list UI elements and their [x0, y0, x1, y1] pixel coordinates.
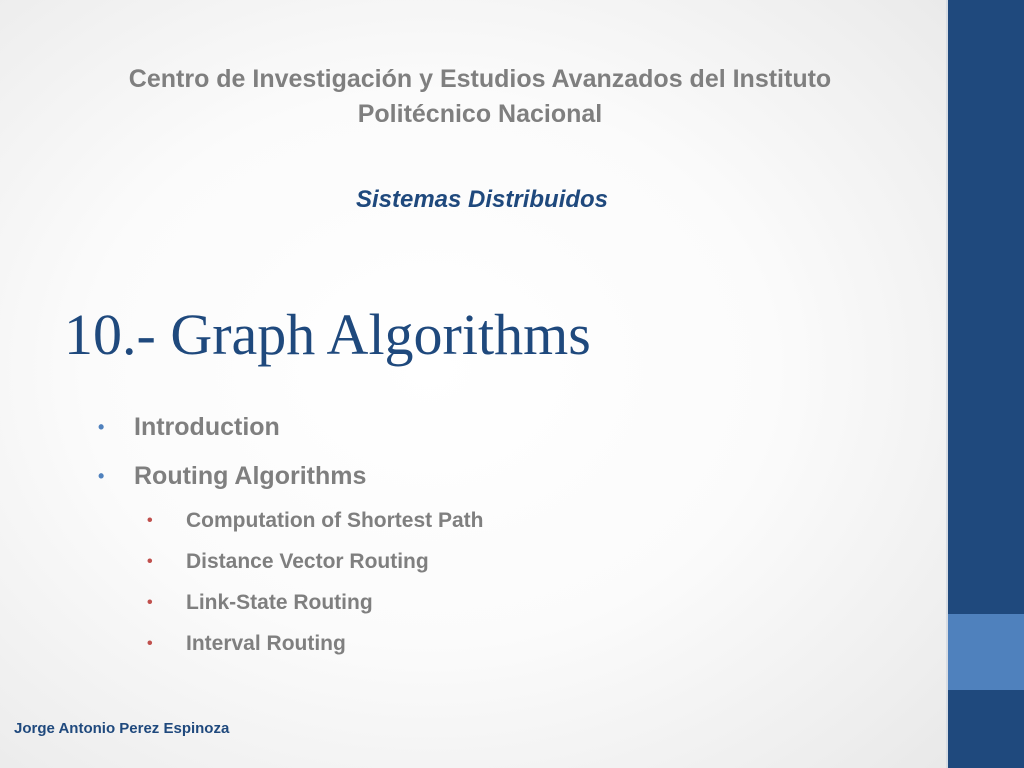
sub-bullet-icon: • — [147, 594, 153, 611]
bullet-icon: • — [98, 466, 105, 486]
subtopic-item-distance-vector — [147, 541, 907, 582]
topic-label: Routing Algorithms — [134, 462, 367, 490]
course-name: Sistemas Distribuidos — [355, 186, 609, 213]
subtopic-list — [147, 500, 907, 664]
institution-line-1: Centro de Investigación y Estudios Avanzados del Instituto — [128, 65, 832, 93]
subtopic-item-interval-routing — [147, 623, 907, 664]
topic-item-routing-algorithms — [96, 455, 916, 504]
topic-label: Introduction — [134, 413, 280, 441]
bullet-icon: • — [98, 417, 105, 437]
side-bar-accent — [948, 614, 1024, 690]
subtopic-item-shortest-path — [147, 500, 907, 541]
author-footer: Jorge Antonio Perez Espinoza — [14, 720, 230, 737]
topic-list — [96, 406, 916, 504]
sub-bullet-icon: • — [147, 553, 153, 570]
subtopic-label: Computation of Shortest Path — [186, 509, 484, 532]
subtopic-label: Distance Vector Routing — [186, 550, 429, 573]
slide-title: 10.- Graph Algorithms — [64, 302, 591, 367]
sub-bullet-icon: • — [147, 512, 153, 529]
topic-item-introduction — [96, 406, 916, 455]
subtopic-label: Link-State Routing — [186, 591, 373, 614]
institution-heading — [30, 62, 930, 132]
subtopic-item-link-state — [147, 582, 907, 623]
subtopic-label: Interval Routing — [186, 632, 346, 655]
institution-line-2: Politécnico Nacional — [357, 100, 603, 128]
sub-bullet-icon: • — [147, 635, 153, 652]
